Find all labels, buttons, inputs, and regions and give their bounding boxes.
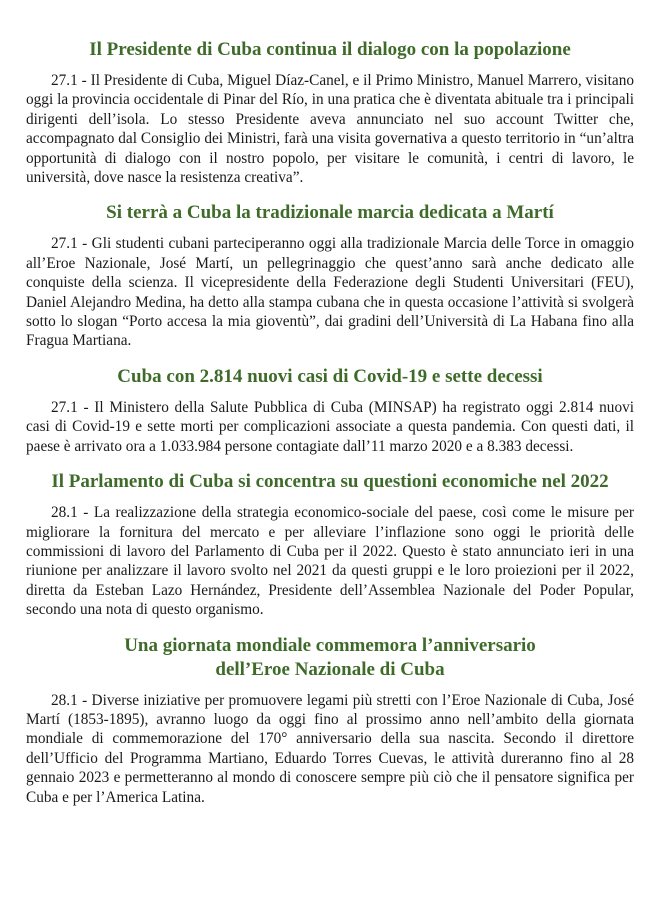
article-headline bbox=[26, 38, 634, 62]
article-text: - Il Presidente di Cuba, Miguel Díaz-Canel, e il Primo Ministro, Manuel Marrero, visitano oggi la provincia occidentale di Pinar del Río, in una pratica che è diventata abituale tra i principali dirigenti dell’isola. Lo stesso Presidente aveva annunciato nel suo account Twitter che, accompagnato dal Consiglio dei Ministri, farà una visita governativa a questo territorio in “un’altra opportunità di dialogo con il nostro popolo, per visitare le comunità, i centri di lavoro, le università, dove nasce la resistenza creativa”. bbox=[26, 72, 634, 187]
article-body bbox=[26, 398, 634, 456]
headline-line: Il Presidente di Cuba continua il dialogo con la popolazione bbox=[89, 39, 571, 60]
headline-line: Una giornata mondiale commemora l’anniversario bbox=[124, 634, 536, 656]
article-text: - La realizzazione della strategia economico-sociale del paese, così come le misure per migliorare la fornitura del mercato e per alleviare l’inflazione sono oggi le priorità delle commissioni di lavoro del Parlamento di Cuba per il 2022. Questo è stato annunciato ieri in una riunione per analizzare il lavoro svolto nel 2021 da questi gruppi e le loro proiezioni per il 2022, diretta da Esteban Lazo Hernández, Presidente dell’Assemblea Nazionale del Poder Popular, secondo una nota di questo organismo. bbox=[26, 504, 634, 619]
article-body bbox=[26, 503, 634, 619]
article-marti-march bbox=[26, 201, 634, 350]
article-body bbox=[26, 691, 634, 807]
article-world-day-marti bbox=[26, 634, 634, 807]
article-headline bbox=[26, 201, 634, 225]
article-text: - Il Ministero della Salute Pubblica di Cuba (MINSAP) ha registrato oggi 2.814 nuovi casi di Covid-19 e sette morti per complicazioni associate a questa pandemia. Con questi dati, il paese è arrivato ora a 1.033.984 persone contagiate dall’11 marzo 2020 e a 8.383 decessi. bbox=[26, 398, 634, 455]
article-body bbox=[26, 71, 634, 187]
article-date: 27.1 bbox=[51, 235, 78, 253]
article-president-dialogue bbox=[26, 38, 634, 187]
headline-line: dell’Eroe Nazionale di Cuba bbox=[215, 658, 445, 680]
headline-line: Il Parlamento di Cuba si concentra su questioni economiche nel 2022 bbox=[51, 471, 609, 493]
article-headline bbox=[26, 634, 634, 682]
headline-line: Si terrà a Cuba la tradizionale marcia dedicata a Martí bbox=[106, 202, 554, 224]
article-covid-cases bbox=[26, 365, 634, 456]
article-headline bbox=[26, 365, 634, 389]
article-date: 28.1 bbox=[51, 691, 78, 709]
article-text: - Gli studenti cubani parteciperanno oggi alla tradizionale Marcia delle Torce in omaggio all’Eroe Nazionale, José Martí, un pellegrinaggio che quest’anno sarà anche dedicato alle conquiste della scienza. Il vicepresidente della Federazione degli Studenti Universitari (FEU), Daniel Alejandro Medina, ha detto alla stampa cubana che in questa occasione l’attività si svolgerà sotto lo slogan “Porto accesa la mia gioventù”, dai gradini dell’Università di La Habana fino alla Fragua Martiana. bbox=[26, 235, 634, 350]
article-date: 28.1 bbox=[51, 504, 78, 522]
headline-line: Cuba con 2.814 nuovi casi di Covid-19 e sette decessi bbox=[117, 365, 543, 387]
article-date: 27.1 bbox=[51, 398, 78, 416]
article-date: 27.1 bbox=[51, 72, 78, 89]
article-parliament-economy bbox=[26, 470, 634, 619]
article-headline bbox=[26, 470, 634, 494]
article-text: - Diverse iniziative per promuovere legami più stretti con l’Eroe Nazionale di Cuba, José Martí (1853-1895), avranno luogo da oggi fino al prossimo anno nell’ambito della giornata mondiale di commemorazione del 170° anniversario della sua nascita. Secondo il direttore dell’Ufficio del Programma Martiano, Eduardo Torres Cuevas, le attività dureranno fino al 28 gennaio 2023 e permetteranno al mondo di conoscere sempre più ciò che il pensatore significa per Cuba e per l’America Latina. bbox=[26, 691, 634, 806]
article-body bbox=[26, 234, 634, 350]
